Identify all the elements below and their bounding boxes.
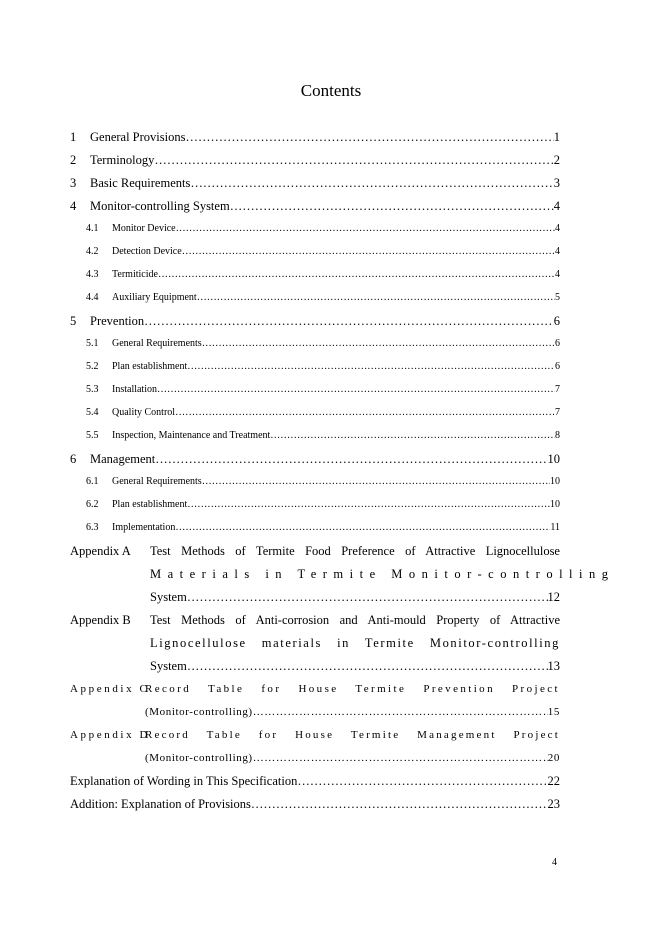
- toc-subentry[interactable]: [70, 219, 560, 242]
- entry-page: 10: [547, 452, 560, 466]
- toc-subentry[interactable]: [70, 242, 560, 265]
- entry-label: Inspection, Maintenance and Treatment: [112, 430, 271, 441]
- entry-number: 4.1: [86, 223, 99, 234]
- entry-label: Quality Control: [112, 407, 176, 418]
- entry-number: 5.2: [86, 361, 99, 372]
- toc-appendix-a[interactable]: [70, 541, 615, 610]
- dot-leader: [182, 242, 555, 262]
- appendix-title-line: Test Methods of Anti-corrosion and Anti-mould Property of Attractive: [150, 613, 560, 627]
- dot-leader: [251, 794, 548, 814]
- entry-label: Installation: [112, 384, 157, 395]
- entry-label: Prevention: [90, 314, 145, 328]
- toc-subentry[interactable]: [70, 403, 560, 426]
- toc-entry[interactable]: [70, 311, 560, 334]
- toc-entry[interactable]: [70, 196, 560, 219]
- dot-leader: [185, 127, 553, 147]
- dot-leader: [253, 702, 548, 722]
- dot-leader: [176, 219, 555, 239]
- entry-page: 23: [547, 797, 560, 811]
- entry-label: General Requirements: [112, 476, 202, 487]
- toc-subentry[interactable]: [70, 357, 560, 380]
- toc-subentry[interactable]: [70, 288, 560, 311]
- toc-entry[interactable]: [70, 127, 560, 150]
- entry-label: Implementation: [112, 522, 176, 533]
- toc-subentry[interactable]: [70, 265, 560, 288]
- dot-leader: [155, 449, 547, 469]
- entry-page: 4: [555, 269, 560, 280]
- entry-label: Addition: Explanation of Provisions: [70, 797, 251, 811]
- dot-leader: [175, 403, 555, 423]
- appendix-title-line: Test Methods of Termite Food Preference of Attractive Lignocellulose: [150, 544, 560, 558]
- entry-page: 20: [547, 752, 560, 764]
- page-number: 4: [552, 857, 557, 868]
- appendix-title-line: System: [150, 659, 187, 673]
- dot-leader: [187, 495, 550, 515]
- toc-appendix-c[interactable]: [70, 679, 560, 725]
- appendix-title-line: Record Table for House Termite Management Project: [145, 729, 560, 741]
- entry-page: 11: [550, 522, 560, 533]
- entry-page: 7: [555, 407, 560, 418]
- entry-number: 2: [70, 153, 77, 167]
- dot-leader: [187, 656, 548, 676]
- entry-number: 5.5: [86, 430, 99, 441]
- toc-entry[interactable]: [70, 150, 560, 173]
- page-title: Contents: [300, 81, 362, 100]
- dot-leader: [187, 587, 548, 607]
- entry-page: 1: [553, 130, 560, 144]
- dot-leader: [175, 518, 550, 538]
- entry-number: 5.3: [86, 384, 99, 395]
- appendix-key: Appendix A: [70, 544, 131, 558]
- entry-label: Termiticide: [112, 269, 158, 280]
- table-of-contents: [70, 127, 615, 817]
- entry-label: Detection Device: [112, 246, 182, 257]
- entry-label: Explanation of Wording in This Specification: [70, 774, 298, 788]
- entry-page: 4: [555, 223, 560, 234]
- dot-leader: [202, 472, 550, 492]
- entry-number: 5.1: [86, 338, 99, 349]
- entry-number: 6: [70, 452, 77, 466]
- appendix-title-line: Lignocellulose materials in Termite Monitor-controlling: [150, 636, 560, 650]
- dot-leader: [230, 196, 554, 216]
- appendix-title-line: (Monitor-controlling): [145, 706, 253, 718]
- appendix-key: Appendix C: [70, 683, 150, 695]
- entry-number: 4.3: [86, 269, 99, 280]
- entry-label: General Provisions: [90, 130, 186, 144]
- dot-leader: [154, 150, 553, 170]
- toc-subentry[interactable]: [70, 495, 560, 518]
- appendix-key: Appendix B: [70, 613, 131, 627]
- entry-number: 5: [70, 314, 77, 328]
- toc-entry[interactable]: [70, 771, 560, 794]
- entry-number: 4: [70, 199, 77, 213]
- dot-leader: [253, 748, 548, 768]
- entry-page: 6: [553, 314, 560, 328]
- entry-number: 6.2: [86, 499, 99, 510]
- dot-leader: [190, 173, 553, 193]
- entry-label: Monitor-controlling System: [90, 199, 230, 213]
- appendix-title-line: System: [150, 590, 187, 604]
- dot-leader: [144, 311, 554, 331]
- entry-label: Plan establishment: [112, 361, 188, 372]
- dot-leader: [197, 288, 555, 308]
- appendix-title-line: Record Table for House Termite Prevention Project: [145, 683, 560, 695]
- toc-subentry[interactable]: [70, 380, 560, 403]
- entry-page: 22: [547, 774, 560, 788]
- entry-number: 3: [70, 176, 77, 190]
- dot-leader: [187, 357, 555, 377]
- entry-label: Basic Requirements: [90, 176, 191, 190]
- entry-number: 4.4: [86, 292, 99, 303]
- toc-subentry[interactable]: [70, 426, 560, 449]
- entry-page: 2: [553, 153, 560, 167]
- entry-page: 10: [550, 499, 560, 510]
- entry-number: 4.2: [86, 246, 99, 257]
- appendix-title-line: Materials in Termite Monitor-controlling: [150, 567, 615, 581]
- entry-number: 6.1: [86, 476, 99, 487]
- entry-label: General Requirements: [112, 338, 202, 349]
- toc-appendix-d[interactable]: [70, 725, 560, 771]
- dot-leader: [157, 380, 555, 400]
- dot-leader: [297, 771, 547, 791]
- entry-page: 4: [553, 199, 560, 213]
- entry-page: 8: [555, 430, 560, 441]
- toc-appendix-b[interactable]: [70, 610, 560, 679]
- appendix-title-line: (Monitor-controlling): [145, 752, 253, 764]
- toc-entry[interactable]: [70, 794, 560, 817]
- entry-number: 1: [70, 130, 77, 144]
- entry-page: 3: [553, 176, 560, 190]
- dot-leader: [270, 426, 555, 446]
- toc-subentry[interactable]: [70, 518, 560, 541]
- entry-page: 10: [550, 476, 560, 487]
- entry-label: Management: [90, 452, 156, 466]
- dot-leader: [158, 265, 555, 285]
- entry-number: 6.3: [86, 522, 99, 533]
- toc-entry[interactable]: [70, 173, 560, 196]
- entry-page: 5: [555, 292, 560, 303]
- entry-label: Terminology: [90, 153, 155, 167]
- toc-subentry[interactable]: [70, 334, 560, 357]
- appendix-key: Appendix D: [70, 729, 151, 741]
- toc-entry[interactable]: [70, 449, 560, 472]
- entry-page: 12: [547, 590, 560, 604]
- entry-page: 7: [555, 384, 560, 395]
- entry-page: 6: [555, 361, 560, 372]
- entry-label: Monitor Device: [112, 223, 176, 234]
- entry-label: Auxiliary Equipment: [112, 292, 197, 303]
- entry-number: 5.4: [86, 407, 99, 418]
- entry-page: 6: [555, 338, 560, 349]
- dot-leader: [202, 334, 555, 354]
- toc-subentry[interactable]: [70, 472, 560, 495]
- entry-page: 15: [547, 706, 560, 718]
- entry-page: 13: [547, 659, 560, 673]
- entry-label: Plan establishment: [112, 499, 188, 510]
- entry-page: 4: [555, 246, 560, 257]
